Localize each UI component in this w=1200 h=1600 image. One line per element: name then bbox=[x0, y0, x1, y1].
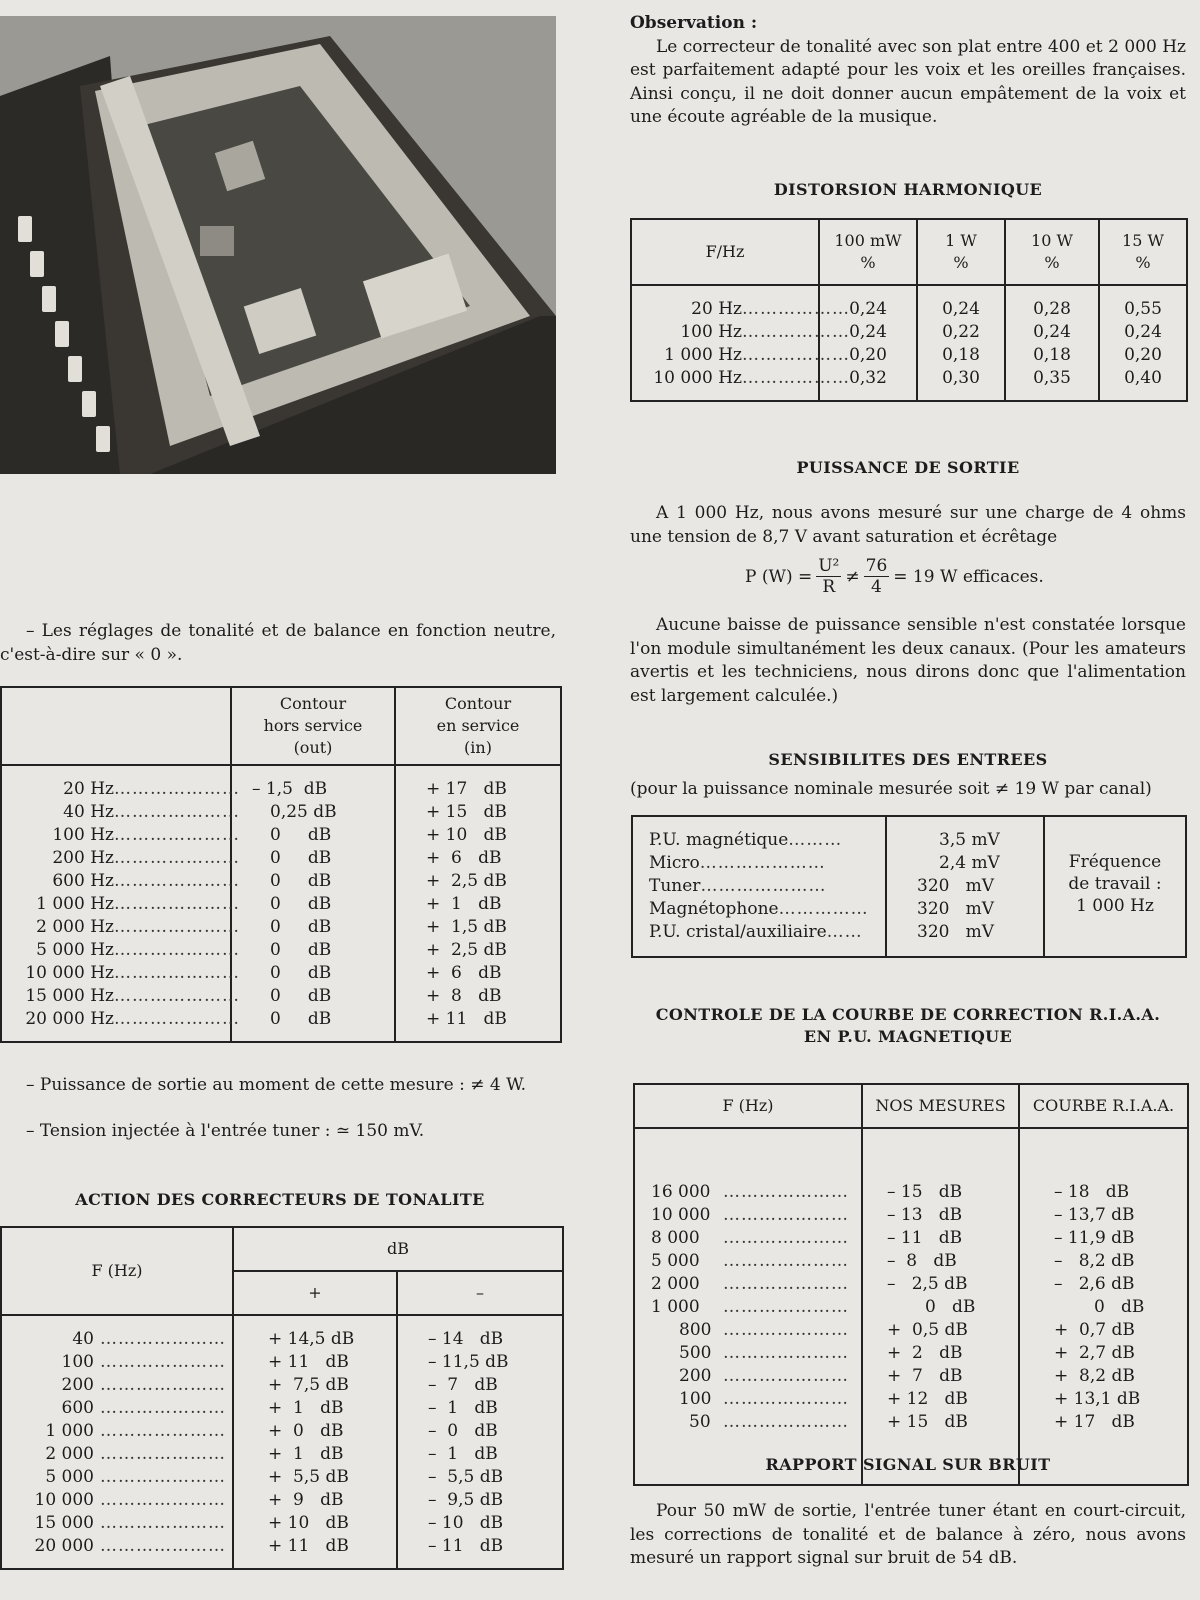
table-row: 15 000 Hz ………………… bbox=[25, 986, 240, 1006]
table-row: 100 Hz ……………… bbox=[680, 322, 850, 342]
tone-header-db: dB bbox=[233, 1227, 563, 1271]
table-row: 200 ………………… bbox=[679, 1366, 849, 1386]
distortion-values-100mw: 0,24 0,24 0,20 0,32 bbox=[819, 285, 917, 401]
table-row: 200 Hz ………………… bbox=[52, 848, 240, 868]
contour-intro: – Les réglages de tonalité et de balance en fonction neutre, c'est-à-dire sur « 0 ». bbox=[0, 621, 556, 665]
power-formula: P (W) = $\frac{\text{U²}}{R}$ ≠ $\frac{76}{4}$ = 19 W efficaces. bbox=[745, 556, 1044, 597]
list-item: Magnétophone…………… bbox=[649, 899, 869, 919]
contour-note-power: – Puissance de sortie au moment de cette mesure : ≠ 4 W. bbox=[26, 1075, 527, 1095]
contour-table bbox=[0, 686, 562, 1043]
table-row: 8 000 ………………… bbox=[651, 1228, 849, 1248]
distortion-freqs bbox=[631, 285, 850, 401]
table-row: 20 000 ………………… bbox=[34, 1536, 226, 1556]
snr-title: RAPPORT SIGNAL SUR BRUIT bbox=[765, 1455, 1051, 1474]
table-row: 20 Hz ………………… bbox=[63, 779, 240, 799]
distortion-col-10w: 10 W % bbox=[1005, 219, 1099, 285]
contour-out-values: – 1,5 dB 0,25 dB 0 dB 0 dB 0 dB 0 dB 0 dB 0 dB 0 dB 0 dB 0 dB bbox=[231, 765, 395, 1042]
snr-text: Pour 50 mW de sortie, l'entrée tuner étant en court-circuit, les corrections de tonalité et de balance à zéro, nous avons mesuré un rapport signal sur bruit de 54 dB. bbox=[630, 1501, 1186, 1568]
distortion-col-15w: 15 W % bbox=[1099, 219, 1187, 285]
tone-header-plus: + bbox=[233, 1271, 397, 1315]
table-row: 500 ………………… bbox=[679, 1343, 849, 1363]
table-row: 1 000 Hz ……………… bbox=[664, 345, 850, 365]
tone-table bbox=[0, 1226, 564, 1570]
distortion-values-1w: 0,24 0,22 0,18 0,30 bbox=[917, 285, 1005, 401]
power-title: PUISSANCE DE SORTIE bbox=[796, 458, 1020, 477]
riaa-header-freq: F (Hz) bbox=[634, 1084, 862, 1128]
distortion-table bbox=[630, 218, 1188, 402]
sensitivity-inputs bbox=[632, 816, 886, 957]
table-row: 2 000 Hz ………………… bbox=[36, 917, 240, 937]
list-item: P.U. cristal/auxiliaire…… bbox=[649, 922, 863, 942]
riaa-curve: – 18 dB – 13,7 dB – 11,9 dB – 8,2 dB – 2,6 dB 0 dB + 0,7 dB + 2,7 dB + 8,2 dB + 13,1 dB + 17 dB bbox=[1019, 1128, 1188, 1485]
table-row: 20 Hz ……………… bbox=[691, 299, 850, 319]
table-row: 2 000 ………………… bbox=[651, 1274, 849, 1294]
sensitivity-title: SENSIBILITES DES ENTREES bbox=[768, 750, 1048, 769]
riaa-title-line2: EN P.U. MAGNETIQUE bbox=[803, 1027, 1013, 1046]
observation-text: Le correcteur de tonalité avec son plat entre 400 et 2 000 Hz est parfaitement adapté pour les voix et les oreilles françaises. Ainsi conçu, il ne doit donner aucun empâtement de la voix et une écoute agréable de la musique. bbox=[630, 36, 1186, 127]
distortion-title: DISTORSION HARMONIQUE bbox=[773, 180, 1043, 199]
riaa-measured: – 15 dB – 13 dB – 11 dB – 8 dB – 2,5 dB 0 dB + 0,5 dB + 2 dB + 7 dB + 12 dB + 15 dB bbox=[862, 1128, 1019, 1485]
table-row: 15 000 ………………… bbox=[34, 1513, 226, 1533]
list-item: Micro………………… bbox=[649, 853, 826, 873]
table-row: 600 ………………… bbox=[61, 1398, 226, 1418]
table-row: 1 000 Hz ………………… bbox=[36, 894, 240, 914]
contour-freqs bbox=[1, 765, 240, 1042]
table-row: 10 000 ………………… bbox=[651, 1205, 849, 1225]
table-row: 10 000 Hz ………………… bbox=[25, 963, 240, 983]
contour-header-out: Contour hors service (out) bbox=[231, 687, 395, 765]
table-row: 600 Hz ………………… bbox=[52, 871, 240, 891]
power-text: A 1 000 Hz, nous avons mesuré sur une charge de 4 ohms une tension de 8,7 V avant saturation et écrêtage bbox=[630, 503, 1186, 547]
distortion-values-10w: 0,28 0,24 0,18 0,35 bbox=[1005, 285, 1099, 401]
table-row: 800 ………………… bbox=[679, 1320, 849, 1340]
contour-in-values: + 17 dB + 15 dB + 10 dB + 6 dB + 2,5 dB + 1 dB + 1,5 dB + 2,5 dB + 6 dB + 8 dB + 11 dB bbox=[395, 765, 561, 1042]
table-row: 100 ………………… bbox=[679, 1389, 849, 1409]
observation-section bbox=[630, 12, 1186, 130]
amplifier-photo bbox=[0, 16, 556, 474]
table-row: 40 Hz ………………… bbox=[63, 802, 240, 822]
tone-freqs bbox=[1, 1315, 233, 1569]
sensitivity-note: Fréquence de travail : 1 000 Hz bbox=[1044, 816, 1186, 957]
list-item: P.U. magnétique……… bbox=[649, 830, 843, 850]
table-row: 10 000 ………………… bbox=[34, 1490, 226, 1510]
table-row: 1 000 ………………… bbox=[45, 1421, 226, 1441]
table-row: 16 000 ………………… bbox=[651, 1182, 849, 1202]
contour-header-in: Contour en service (in) bbox=[395, 687, 561, 765]
sensitivity-values: 3,5 mV 2,4 mV 320 mV 320 mV 320 mV bbox=[886, 816, 1044, 957]
power-text2: Aucune baisse de puissance sensible n'est constatée lorsque l'on module simultanément les deux canaux. (Pour les amateurs avertis et les techniciens, nous dirons donc que l'alimentation est largement calculée.) bbox=[630, 615, 1186, 706]
sensitivity-table bbox=[631, 815, 1187, 958]
list-item: Tuner………………… bbox=[649, 876, 827, 896]
riaa-header-measured: NOS MESURES bbox=[862, 1084, 1019, 1128]
tone-plus-values: + 14,5 dB + 11 dB + 7,5 dB + 1 dB + 0 dB + 1 dB + 5,5 dB + 9 dB + 10 dB + 11 dB bbox=[233, 1315, 397, 1569]
table-row: 50 ………………… bbox=[689, 1412, 849, 1432]
table-row: 5 000 Hz ………………… bbox=[36, 940, 240, 960]
table-row: 200 ………………… bbox=[61, 1375, 226, 1395]
table-row: 2 000 ………………… bbox=[45, 1444, 226, 1464]
riaa-freqs bbox=[634, 1128, 862, 1485]
table-row: 5 000 ………………… bbox=[651, 1251, 849, 1271]
table-row: 100 ………………… bbox=[61, 1352, 226, 1372]
table-row: 10 000 Hz ……………… bbox=[653, 368, 850, 388]
table-row: 40 ………………… bbox=[72, 1329, 226, 1349]
sensitivity-subtitle: (pour la puissance nominale mesurée soit ≠ 19 W par canal) bbox=[630, 779, 1152, 799]
contour-note-voltage: – Tension injectée à l'entrée tuner : ≃ 150 mV. bbox=[26, 1121, 425, 1141]
distortion-col-1w: 1 W % bbox=[917, 219, 1005, 285]
table-row: 1 000 ………………… bbox=[651, 1297, 849, 1317]
tone-title: ACTION DES CORRECTEURS DE TONALITE bbox=[75, 1190, 485, 1209]
contour-header-empty bbox=[1, 687, 231, 765]
distortion-values-15w: 0,55 0,24 0,20 0,40 bbox=[1099, 285, 1187, 401]
tone-header-freq: F (Hz) bbox=[1, 1227, 233, 1315]
table-row: 5 000 ………………… bbox=[45, 1467, 226, 1487]
distortion-col-100mw: 100 mW % bbox=[819, 219, 917, 285]
table-row: 20 000 Hz ………………… bbox=[25, 1009, 240, 1029]
tone-header-minus: – bbox=[397, 1271, 563, 1315]
riaa-header-curve: COURBE R.I.A.A. bbox=[1019, 1084, 1188, 1128]
riaa-title-line1: CONTROLE DE LA COURBE DE CORRECTION R.I.A.A. bbox=[655, 1005, 1161, 1024]
distortion-header-freq: F/Hz bbox=[631, 219, 819, 285]
riaa-table bbox=[633, 1083, 1189, 1486]
table-row: 100 Hz ………………… bbox=[52, 825, 240, 845]
observation-title: Observation : bbox=[630, 13, 758, 33]
tone-minus-values: – 14 dB – 11,5 dB – 7 dB – 1 dB – 0 dB – 1 dB – 5,5 dB – 9,5 dB – 10 dB – 11 dB bbox=[397, 1315, 563, 1569]
